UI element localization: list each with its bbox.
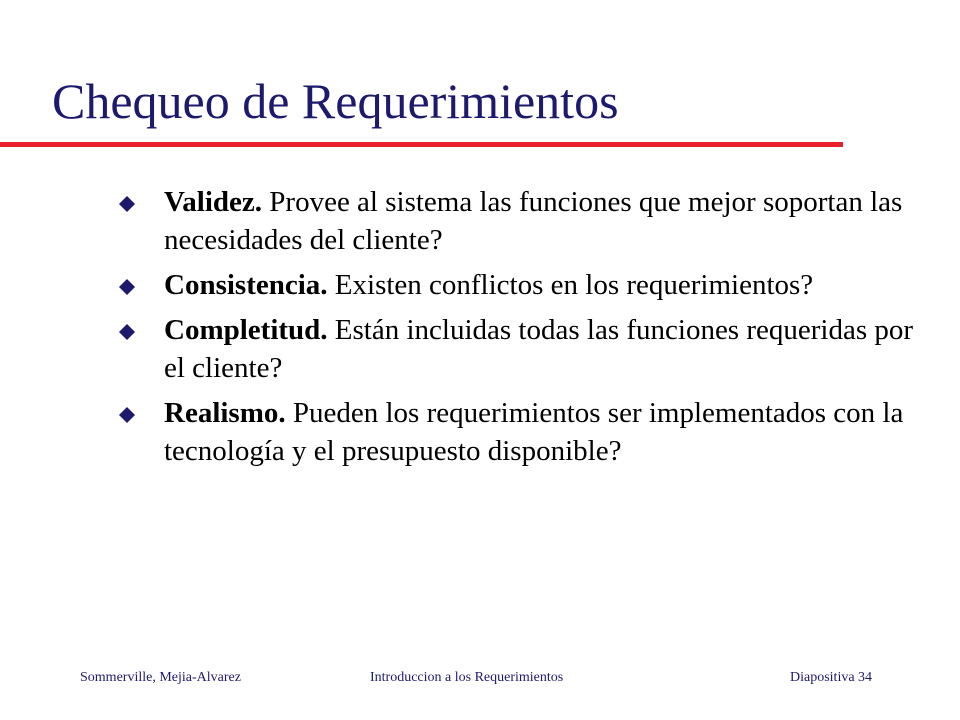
bullet-text: Existen conflictos en los requerimientos?	[327, 269, 814, 301]
footer-course-title: Introduccion a los Requerimientos	[370, 670, 564, 685]
bullet-item-validez	[118, 183, 918, 259]
bullet-text: Provee al sistema las funciones que mejor soportan las necesidades del cliente?	[164, 186, 903, 256]
diamond-bullet-icon	[118, 406, 136, 424]
slide-title: Chequeo de Requerimientos	[52, 73, 619, 129]
diamond-bullet-icon	[118, 278, 136, 296]
bullet-item-realismo	[118, 394, 918, 470]
diamond-bullet-icon	[118, 323, 136, 341]
footer-authors: Sommerville, Mejia-Alvarez	[80, 670, 241, 685]
bullet-item-consistencia	[118, 266, 918, 304]
footer-slide-number: Diapositiva 34	[790, 670, 873, 685]
bullet-list	[118, 183, 918, 477]
diamond-bullet-icon	[118, 195, 136, 213]
bullet-item-completitud	[118, 311, 918, 387]
bullet-term: Validez.	[164, 186, 263, 218]
bullet-text: Están incluidas todas las funciones requeridas por el cliente?	[164, 314, 914, 384]
bullet-term: Realismo.	[164, 397, 286, 429]
bullet-term: Consistencia.	[164, 269, 328, 301]
title-underline	[0, 142, 843, 147]
bullet-term: Completitud.	[164, 314, 328, 346]
bullet-text: Pueden los requerimientos ser implementados con la tecnología y el presupuesto disponible?	[164, 397, 904, 467]
